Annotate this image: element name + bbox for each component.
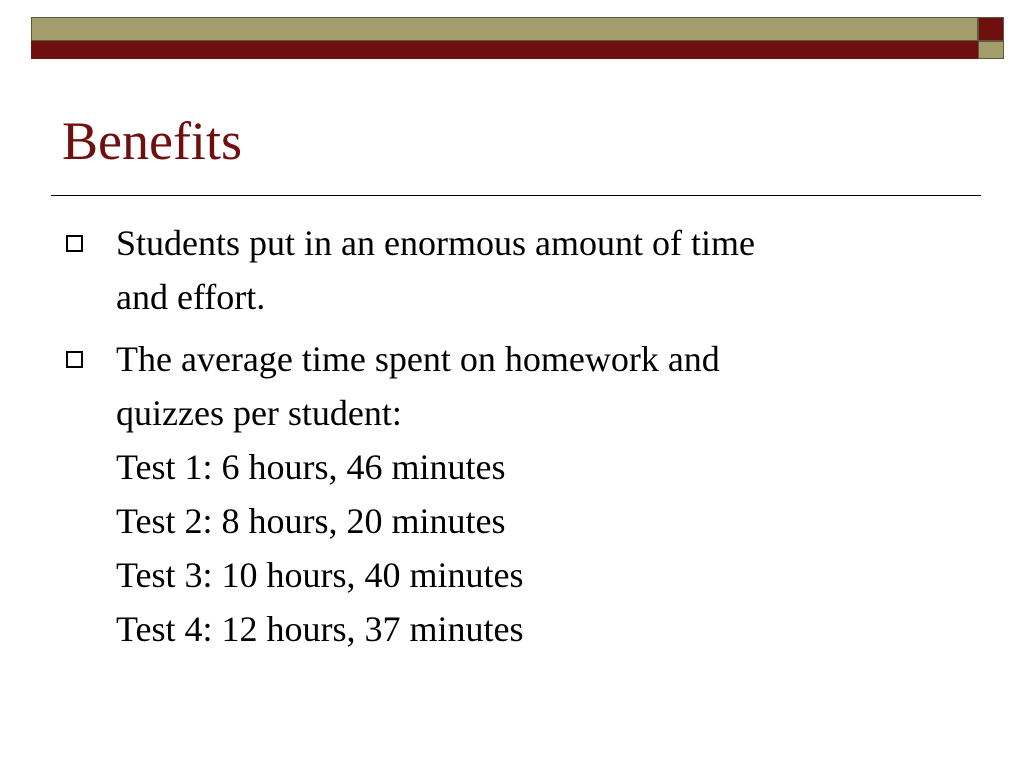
- hollow-square-bullet-icon: [66, 351, 83, 368]
- header-olive-bar: [31, 17, 978, 41]
- header-olive-square: [978, 41, 1004, 59]
- slide-title: Benefits: [62, 111, 242, 171]
- bullet-list: [66, 216, 966, 664]
- header-maroon-square: [978, 17, 1004, 41]
- bullet-text-line: The average time spent on homework and: [116, 339, 720, 379]
- hollow-square-bullet-icon: [66, 235, 83, 252]
- test-time-line: Test 1: 6 hours, 46 minutes: [116, 447, 506, 487]
- title-divider: [51, 195, 981, 196]
- bullet-text-line: and effort.: [116, 277, 266, 317]
- test-time-line: Test 2: 8 hours, 20 minutes: [116, 501, 506, 541]
- test-time-line: Test 3: 10 hours, 40 minutes: [116, 555, 524, 595]
- test-time-line: Test 4: 12 hours, 37 minutes: [116, 609, 524, 649]
- bullet-item: [66, 332, 966, 656]
- bullet-item: [66, 216, 966, 324]
- bullet-text-line: quizzes per student:: [116, 393, 402, 433]
- header-maroon-bar: [31, 41, 978, 59]
- bullet-text-line: Students put in an enormous amount of time: [116, 223, 755, 263]
